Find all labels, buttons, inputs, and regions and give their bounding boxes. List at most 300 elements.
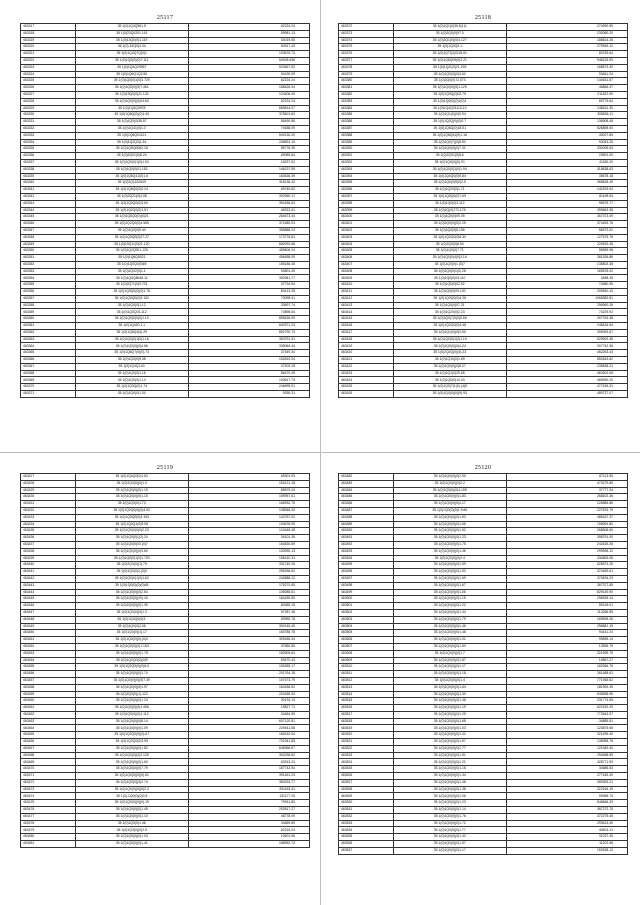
row-id-cell: 463338 bbox=[21, 166, 76, 173]
row-id-cell: 463359 bbox=[21, 309, 76, 316]
table-row bbox=[21, 623, 310, 630]
row-id-cell: 463524 bbox=[339, 759, 394, 766]
row-amount-cell: 160786.78 bbox=[188, 630, 309, 637]
row-code-cell: 35 1(0)23Q0201.119 bbox=[75, 30, 188, 37]
row-id-cell: 463449 bbox=[21, 623, 76, 630]
row-id-cell: 463394 bbox=[339, 173, 394, 180]
row-code-cell: 35 1(0)1Q0(0)(0)1.42 bbox=[393, 834, 506, 841]
row-code-cell: 35 1(0)1Q6Q(0)(0)1.40 bbox=[75, 112, 188, 119]
table-row bbox=[21, 268, 310, 275]
row-id-cell: 463519 bbox=[339, 725, 394, 732]
row-code-cell: 35 1(0)1Q0(0)(0)7.01 bbox=[393, 146, 506, 153]
row-id-cell: 463500 bbox=[339, 596, 394, 603]
row-amount-cell: 372275.45 bbox=[506, 813, 627, 820]
row-amount-cell: 296935.14 bbox=[506, 596, 627, 603]
row-code-cell: 35 1(0)1Q2Q0(0)(0).67 bbox=[75, 732, 188, 739]
row-code-cell: 35 1(0)2Q0(0)8.94 bbox=[393, 241, 506, 248]
row-id-cell: 463351 bbox=[21, 255, 76, 262]
row-code-cell: 35 1(0)2Q0(0)(1).79 bbox=[75, 562, 188, 569]
row-code-cell: 35 1(0)1Q0(0)(0)1.53 bbox=[393, 569, 506, 576]
row-code-cell: 35 1(0)1Q0(0)(0)1.09 bbox=[75, 725, 188, 732]
row-id-cell: 463498 bbox=[339, 582, 394, 589]
row-id-cell: 463389 bbox=[339, 139, 394, 146]
row-amount-cell: 130930.13 bbox=[188, 548, 309, 555]
row-code-cell: 35 1(0)1Q0(0)(0)1.64 bbox=[393, 684, 506, 691]
row-id-cell: 463383 bbox=[339, 98, 394, 105]
table-row bbox=[339, 807, 628, 814]
row-amount-cell: 204185.32 bbox=[188, 691, 309, 698]
row-amount-cell: 126885.86 bbox=[506, 501, 627, 508]
table-row bbox=[339, 718, 628, 725]
table-row bbox=[21, 766, 310, 773]
table-row bbox=[21, 132, 310, 139]
table-row bbox=[21, 302, 310, 309]
table-row bbox=[339, 582, 628, 589]
row-id-cell: 463436 bbox=[21, 535, 76, 542]
row-amount-cell: 261488.61 bbox=[506, 671, 627, 678]
table-row bbox=[21, 745, 310, 752]
row-amount-cell: 242686.12 bbox=[188, 575, 309, 582]
row-id-cell: 463527 bbox=[339, 779, 394, 786]
table-row bbox=[21, 752, 310, 759]
row-code-cell: 35 1(0)1Q2Q0(0)1.51 bbox=[75, 207, 188, 214]
table-row bbox=[21, 501, 310, 508]
row-amount-cell: 55559.98 bbox=[506, 248, 627, 255]
row-id-cell: 463411 bbox=[339, 289, 394, 296]
table-row bbox=[21, 309, 310, 316]
row-amount-cell: 248434.54 bbox=[506, 323, 627, 330]
row-id-cell: 463501 bbox=[339, 603, 394, 610]
row-code-cell: 35 1(0)1Q0(0)(0)1.22 bbox=[393, 603, 506, 610]
table-row bbox=[339, 698, 628, 705]
row-amount-cell: 1065982.81 bbox=[506, 295, 627, 302]
table-row bbox=[339, 329, 628, 336]
row-amount-cell: 315136.42 bbox=[188, 180, 309, 187]
table-row bbox=[339, 841, 628, 848]
row-amount-cell: 141876.94 bbox=[506, 187, 627, 194]
row-amount-cell: 772643.57 bbox=[506, 711, 627, 718]
row-id-cell: 463324 bbox=[21, 71, 76, 78]
table-row bbox=[21, 677, 310, 684]
row-id-cell: 463409 bbox=[339, 275, 394, 282]
row-id-cell: 463381 bbox=[339, 85, 394, 92]
table-row bbox=[339, 370, 628, 377]
row-amount-cell: 152810.24 bbox=[188, 357, 309, 364]
row-amount-cell: 175270.65 bbox=[188, 582, 309, 589]
row-code-cell: 35 1(0)1Q0(0)(0)3.60 bbox=[75, 548, 188, 555]
row-amount-cell: 462602.08 bbox=[506, 370, 627, 377]
table-row bbox=[339, 609, 628, 616]
row-id-cell: 463446 bbox=[21, 603, 76, 610]
table-row bbox=[339, 847, 628, 854]
table-row bbox=[21, 139, 310, 146]
table-row bbox=[339, 637, 628, 644]
row-code-cell: 35 1(0)1Q4Q561.5 bbox=[75, 24, 188, 31]
row-id-cell: 463342 bbox=[21, 193, 76, 200]
row-code-cell: 35 1(0)1Q3Q8646.11 bbox=[75, 275, 188, 282]
row-amount-cell: 166932.75 bbox=[188, 501, 309, 508]
row-id-cell: 463376 bbox=[339, 51, 394, 58]
row-id-cell: 463531 bbox=[339, 807, 394, 814]
table-row bbox=[21, 234, 310, 241]
row-code-cell: 35 1(0)1Q420.1.1 bbox=[75, 323, 188, 330]
row-id-cell: 463508 bbox=[339, 650, 394, 657]
table-row bbox=[21, 363, 310, 370]
row-id-cell: 463466 bbox=[21, 739, 76, 746]
table-row bbox=[21, 159, 310, 166]
table-row bbox=[21, 759, 310, 766]
row-id-cell: 463537 bbox=[339, 847, 394, 854]
row-amount-cell: 65301.93 bbox=[188, 474, 309, 481]
row-amount-cell: 94801.40 bbox=[188, 268, 309, 275]
row-id-cell: 463326 bbox=[21, 85, 76, 92]
row-amount-cell: 33697.74 bbox=[188, 302, 309, 309]
row-id-cell: 463340 bbox=[21, 180, 76, 187]
table-row bbox=[339, 200, 628, 207]
row-amount-cell: 284673.34 bbox=[188, 214, 309, 221]
table-row bbox=[339, 671, 628, 678]
row-id-cell: 463511 bbox=[339, 671, 394, 678]
row-amount-cell: 46778.09 bbox=[188, 813, 309, 820]
row-code-cell: 35 1(0)1Q2Q0(0)4.565 bbox=[75, 221, 188, 228]
row-code-cell: 35 1(0)1Q0(0)(0)(9).93 bbox=[393, 391, 506, 398]
row-code-cell: 35 1(0)1Q0(0)(0)1.17 bbox=[393, 664, 506, 671]
row-code-cell: 35 1(0)1Q0(0)(0)1.5.66 bbox=[393, 507, 506, 514]
row-amount-cell: 374453.76 bbox=[506, 221, 627, 228]
table-row bbox=[21, 125, 310, 132]
row-id-cell: 463366 bbox=[21, 357, 76, 364]
row-amount-cell: 365828.49 bbox=[506, 180, 627, 187]
row-id-cell: 463327 bbox=[21, 91, 76, 98]
row-id-cell: 463452 bbox=[21, 643, 76, 650]
table-row bbox=[339, 541, 628, 548]
row-code-cell: 35 1(0)1Q0(0)(0)1.21 bbox=[393, 759, 506, 766]
row-code-cell: 35 1(0)1Q0(0)0(0)1.10 bbox=[75, 316, 188, 323]
row-id-cell: 463377 bbox=[339, 57, 394, 64]
row-code-cell: 35 1(0)1Q4Q0978 bbox=[75, 105, 188, 112]
row-amount-cell: 23591.00 bbox=[506, 153, 627, 160]
table-row bbox=[21, 282, 310, 289]
row-code-cell: 35 1(0)1Q0(0)(0)1.30 bbox=[393, 691, 506, 698]
table-row bbox=[21, 85, 310, 92]
row-id-cell: 463493 bbox=[339, 548, 394, 555]
row-amount-cell: 395393.67 bbox=[506, 329, 627, 336]
row-amount-cell: 277445.40 bbox=[506, 773, 627, 780]
row-id-cell: 463392 bbox=[339, 159, 394, 166]
row-code-cell: 35 1(0)1Q0Q0(0)3.153 bbox=[75, 514, 188, 521]
row-id-cell: 463319 bbox=[21, 37, 76, 44]
table-row bbox=[21, 187, 310, 194]
row-id-cell: 463483 bbox=[339, 480, 394, 487]
row-code-cell: 35 1(0)1Q0(0)(0)7.111 bbox=[75, 57, 188, 64]
table-row bbox=[339, 773, 628, 780]
row-amount-cell: 296960.26 bbox=[506, 302, 627, 309]
row-id-cell: 463369 bbox=[21, 377, 76, 384]
table-row bbox=[339, 255, 628, 262]
table-row bbox=[339, 623, 628, 630]
row-amount-cell: 103678.59 bbox=[188, 521, 309, 528]
row-id-cell: 463399 bbox=[339, 207, 394, 214]
row-amount-cell: 375601.60 bbox=[188, 112, 309, 119]
row-id-cell: 463346 bbox=[21, 221, 76, 228]
row-code-cell: 35 1(0)1Q0(0)(0)1.66 bbox=[393, 521, 506, 528]
row-amount-cell: 100617.73 bbox=[188, 377, 309, 384]
row-code-cell: 35 1(0)1Q0(0)(0)1.46 bbox=[393, 623, 506, 630]
row-code-cell: 35 1(0)1Q0Q0(0)69 bbox=[75, 261, 188, 268]
row-id-cell: 463331 bbox=[21, 119, 76, 126]
table-row bbox=[339, 221, 628, 228]
row-amount-cell: 353791.31 bbox=[188, 336, 309, 343]
row-amount-cell: 852643.62 bbox=[506, 357, 627, 364]
row-id-cell: 463459 bbox=[21, 691, 76, 698]
table-row bbox=[339, 166, 628, 173]
table-row bbox=[339, 275, 628, 282]
table-row bbox=[21, 528, 310, 535]
row-code-cell: 35 1(0)1Q0(7)(0)8.52 bbox=[393, 139, 506, 146]
table-row bbox=[21, 739, 310, 746]
row-amount-cell: 99368.74 bbox=[506, 793, 627, 800]
row-amount-cell: 168426.34 bbox=[188, 85, 309, 92]
table-row bbox=[339, 289, 628, 296]
row-code-cell: 35 1(0)1Q0(0)(0)2.90 bbox=[393, 474, 506, 481]
row-amount-cell: 242435.26 bbox=[506, 541, 627, 548]
row-amount-cell: 19827.71 bbox=[188, 705, 309, 712]
table-row bbox=[21, 548, 310, 555]
row-id-cell: 463390 bbox=[339, 146, 394, 153]
row-code-cell: 35 1(0)1Q0(0)(0)1.24 bbox=[75, 698, 188, 705]
row-code-cell: 35 1(0)1Q0(0)3.112 bbox=[393, 200, 506, 207]
row-code-cell: 35 1(0)1Q6Q4(4).29 bbox=[75, 329, 188, 336]
row-id-cell: 463367 bbox=[21, 363, 76, 370]
row-amount-cell: 37734.54 bbox=[188, 282, 309, 289]
table-row bbox=[339, 125, 628, 132]
row-amount-cell: 94190.09 bbox=[188, 71, 309, 78]
row-id-cell: 463441 bbox=[21, 569, 76, 576]
row-amount-cell: 392960.17 bbox=[188, 193, 309, 200]
table-row bbox=[339, 752, 628, 759]
row-amount-cell: 392941.77 bbox=[188, 275, 309, 282]
table-row bbox=[339, 336, 628, 343]
row-amount-cell: 10601.56 bbox=[188, 834, 309, 841]
row-code-cell: 35 1(0)1Q0(0)01.153 bbox=[75, 166, 188, 173]
row-code-cell: 35 1(0)1Q0(0)(0)1.46 bbox=[393, 548, 506, 555]
row-id-cell: 463488 bbox=[339, 514, 394, 521]
row-code-cell: 35 1(0)1Q0(0)(0)1.51 bbox=[393, 752, 506, 759]
row-id-cell: 463427 bbox=[21, 474, 76, 481]
row-amount-cell: 168952.72 bbox=[188, 841, 309, 848]
row-amount-cell: 702341.85 bbox=[188, 739, 309, 746]
row-id-cell: 463509 bbox=[339, 657, 394, 664]
row-code-cell: 35 1(0)1Q0(0)(0)1.68 bbox=[393, 718, 506, 725]
table-row bbox=[339, 711, 628, 718]
row-id-cell: 463439 bbox=[21, 555, 76, 562]
row-code-cell: 35 1(0)1Q0(0)02.52 bbox=[393, 282, 506, 289]
row-amount-cell: 123875.65 bbox=[506, 725, 627, 732]
row-amount-cell: 529902.36 bbox=[506, 336, 627, 343]
table-row bbox=[339, 214, 628, 221]
row-amount-cell: 622152.29 bbox=[506, 705, 627, 712]
row-amount-cell: 34484.55 bbox=[188, 711, 309, 718]
row-code-cell: 35 1(0)1Q0(0)(0)1.69 bbox=[393, 575, 506, 582]
row-id-cell: 463364 bbox=[21, 343, 76, 350]
row-amount-cell: 74898.64 bbox=[188, 309, 309, 316]
row-amount-cell: 85579.24 bbox=[188, 487, 309, 494]
row-id-cell: 463433 bbox=[21, 514, 76, 521]
row-id-cell: 463380 bbox=[339, 78, 394, 85]
row-code-cell: 35 1(0)1Q6Q09(0)2.21 bbox=[393, 57, 506, 64]
row-code-cell: 35 1(0)1Q0Q0(0)9.152 bbox=[75, 295, 188, 302]
table-row bbox=[339, 207, 628, 214]
row-id-cell: 463528 bbox=[339, 786, 394, 793]
row-id-cell: 463353 bbox=[21, 268, 76, 275]
row-amount-cell: 40027.65 bbox=[506, 132, 627, 139]
table-row bbox=[339, 630, 628, 637]
row-id-cell: 463536 bbox=[339, 841, 394, 848]
table-row bbox=[21, 146, 310, 153]
table-row bbox=[339, 159, 628, 166]
data-table bbox=[338, 23, 628, 398]
row-id-cell: 463423 bbox=[339, 370, 394, 377]
row-id-cell: 463370 bbox=[21, 384, 76, 391]
table-row bbox=[21, 207, 310, 214]
table-row bbox=[339, 603, 628, 610]
row-amount-cell: 56973.02 bbox=[506, 227, 627, 234]
row-code-cell: 35 1(0)1Q6Q1Q2.50 bbox=[75, 71, 188, 78]
table-row bbox=[339, 474, 628, 481]
row-code-cell: 35 1(0)1Q4Q1.61 bbox=[75, 363, 188, 370]
table-row bbox=[21, 616, 310, 623]
row-code-cell: 35 1(0)2Q21(0)4.08 bbox=[75, 193, 188, 200]
row-amount-cell: 87113.95 bbox=[506, 474, 627, 481]
row-amount-cell: 220533.36 bbox=[506, 241, 627, 248]
table-row bbox=[339, 391, 628, 398]
row-amount-cell: 103676.73 bbox=[188, 51, 309, 58]
row-id-cell: 463473 bbox=[21, 786, 76, 793]
table-row bbox=[21, 773, 310, 780]
row-id-cell: 463357 bbox=[21, 295, 76, 302]
row-id-cell: 463489 bbox=[339, 521, 394, 528]
table-row bbox=[339, 739, 628, 746]
row-code-cell: 35 1(0)1Q0(0)(0)7.79 bbox=[75, 766, 188, 773]
row-code-cell: 35 1(0)1Q0(0)(0)1.74 bbox=[75, 671, 188, 678]
row-code-cell: 35 1(0)2Q71(0)0.701 bbox=[75, 282, 188, 289]
row-id-cell: 463355 bbox=[21, 282, 76, 289]
row-code-cell: 35 1(0)1Q0(0)(0)1.45 bbox=[75, 807, 188, 814]
row-id-cell: 463430 bbox=[21, 494, 76, 501]
table-row bbox=[339, 37, 628, 44]
row-amount-cell: 268402.36 bbox=[506, 494, 627, 501]
row-amount-cell: 477426.31 bbox=[506, 384, 627, 391]
row-code-cell: 35 1(0)1Q0(0)(0)1.83 bbox=[393, 494, 506, 501]
row-code-cell: 35 1(0)1Q0(0)(1).17 bbox=[75, 630, 188, 637]
row-amount-cell: 279945.12 bbox=[506, 44, 627, 51]
row-id-cell: 463440 bbox=[21, 562, 76, 569]
row-code-cell: 35 1(0)1Q0(0)(0)1.76 bbox=[393, 813, 506, 820]
row-id-cell: 463478 bbox=[21, 820, 76, 827]
row-code-cell: 35 1(0)1Q0(0)(0)04.60 bbox=[75, 98, 188, 105]
row-id-cell: 463343 bbox=[21, 200, 76, 207]
row-amount-cell: 254468.95 bbox=[506, 752, 627, 759]
table-row bbox=[21, 820, 310, 827]
row-id-cell: 463516 bbox=[339, 705, 394, 712]
row-amount-cell: 304235.82 bbox=[188, 752, 309, 759]
row-id-cell: 463494 bbox=[339, 555, 394, 562]
table-row bbox=[21, 105, 310, 112]
row-id-cell: 463386 bbox=[339, 119, 394, 126]
row-code-cell: 35 1(0)1Q0(0)1.13 bbox=[75, 377, 188, 384]
table-row bbox=[21, 643, 310, 650]
row-id-cell: 463421 bbox=[339, 357, 394, 364]
row-id-cell: 463397 bbox=[339, 193, 394, 200]
row-id-cell: 463520 bbox=[339, 732, 394, 739]
row-amount-cell: 93441.24 bbox=[506, 630, 627, 637]
row-amount-cell: 93043.25 bbox=[506, 139, 627, 146]
row-amount-cell: 86470.49 bbox=[188, 370, 309, 377]
row-amount-cell: 202817.27 bbox=[188, 807, 309, 814]
table-row bbox=[339, 820, 628, 827]
row-amount-cell: 59981.13 bbox=[188, 30, 309, 37]
row-code-cell: 35 1(0)-15Q0(4.34 bbox=[75, 44, 188, 51]
table-row bbox=[339, 98, 628, 105]
row-code-cell: 35 1(0)1Q1(0)29.65 bbox=[393, 370, 506, 377]
row-code-cell: 35 1(0)1Q6Q0(0)(0)21 bbox=[75, 214, 188, 221]
row-code-cell: 35 1(0)1Q6Q7(0)(0).73 bbox=[75, 350, 188, 357]
table-row bbox=[21, 200, 310, 207]
row-id-cell: 463514 bbox=[339, 691, 394, 698]
row-code-cell: 35 1(0)1Q4Q0(0)1.62 bbox=[75, 474, 188, 481]
row-id-cell: 463395 bbox=[339, 180, 394, 187]
row-amount-cell: 648366.67 bbox=[188, 745, 309, 752]
table-row bbox=[339, 684, 628, 691]
row-code-cell: 35 1(0)1Q0(0)(0)1.15 bbox=[75, 487, 188, 494]
row-code-cell: 35 1(0)1Q0(0)(0)4.66 bbox=[75, 343, 188, 350]
row-id-cell: 463467 bbox=[21, 745, 76, 752]
table-row bbox=[339, 173, 628, 180]
row-amount-cell: 127575.76 bbox=[506, 234, 627, 241]
row-amount-cell: 948125.09 bbox=[506, 57, 627, 64]
row-id-cell: 463455 bbox=[21, 664, 76, 671]
row-code-cell: 35 1(0)1Q3Q0(0)(0)1.76 bbox=[75, 289, 188, 296]
row-amount-cell: 56490.86 bbox=[188, 119, 309, 126]
row-code-cell: 35 1(0)1Q41(0)1.0 bbox=[75, 125, 188, 132]
row-code-cell: 35 1(0)1Q2Q0(0)(0)4.92 bbox=[75, 507, 188, 514]
table-row bbox=[21, 153, 310, 160]
row-code-cell: 35 1(0)1Q0(0)(0)1.03 bbox=[393, 725, 506, 732]
row-amount-cell: 113266.89 bbox=[506, 609, 627, 616]
table-row bbox=[339, 786, 628, 793]
row-amount-cell: 34101.35 bbox=[188, 535, 309, 542]
row-id-cell: 463454 bbox=[21, 657, 76, 664]
row-code-cell: 35 1(0)1Q0(0)1(0)1.62 bbox=[75, 575, 188, 582]
row-id-cell: 463382 bbox=[339, 91, 394, 98]
table-row bbox=[21, 813, 310, 820]
row-amount-cell: 682093.68 bbox=[188, 241, 309, 248]
row-id-cell: 463362 bbox=[21, 329, 76, 336]
row-id-cell: 463513 bbox=[339, 684, 394, 691]
row-amount-cell: 37550.85 bbox=[188, 643, 309, 650]
row-code-cell: 35 1(0)1Q0(7)0(0)0.66 bbox=[393, 316, 506, 323]
table-row bbox=[339, 528, 628, 535]
table-row bbox=[21, 555, 310, 562]
row-id-cell: 463464 bbox=[21, 725, 76, 732]
table-row bbox=[339, 643, 628, 650]
row-id-cell: 463506 bbox=[339, 637, 394, 644]
row-id-cell: 463413 bbox=[339, 302, 394, 309]
page-number: 25117 bbox=[156, 15, 174, 21]
row-id-cell: 463422 bbox=[339, 363, 394, 370]
row-id-cell: 463477 bbox=[21, 813, 76, 820]
row-code-cell: 35 1(0)1Q0(0)1(0).28 bbox=[393, 268, 506, 275]
